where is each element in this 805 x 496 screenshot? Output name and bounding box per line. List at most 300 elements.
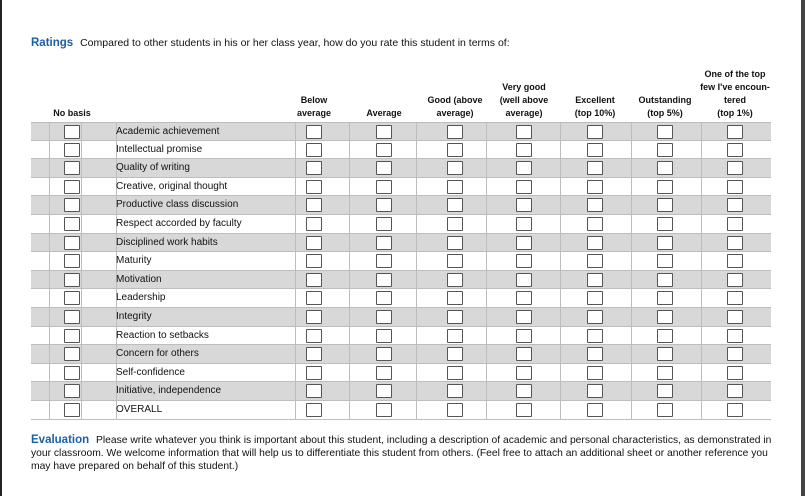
rating-checkbox-col-5[interactable]	[587, 198, 603, 212]
rating-checkbox-col-5[interactable]	[587, 217, 603, 231]
rating-criterion-label: Creative, original thought	[116, 180, 228, 192]
grid-line	[349, 252, 350, 270]
grid-line	[701, 252, 702, 270]
grid-line	[81, 141, 82, 159]
grid-line	[416, 271, 417, 289]
grid-line	[49, 401, 50, 419]
rating-checkbox-col-3[interactable]	[447, 366, 463, 380]
grid-line	[81, 215, 82, 233]
grid-line	[295, 327, 296, 345]
rating-checkbox-col-7[interactable]	[727, 310, 743, 324]
grid-line	[631, 382, 632, 400]
rating-checkbox-col-6[interactable]	[657, 310, 673, 324]
rating-checkbox-col-5[interactable]	[587, 310, 603, 324]
rating-row	[31, 159, 771, 178]
grid-line	[560, 382, 561, 400]
rating-checkbox-col-1[interactable]	[306, 329, 322, 343]
grid-line	[631, 178, 632, 196]
rating-checkbox-col-4[interactable]	[516, 403, 532, 417]
rating-checkbox-col-6[interactable]	[657, 384, 673, 398]
rating-checkbox-col-6[interactable]	[657, 254, 673, 268]
grid-line	[295, 252, 296, 270]
grid-line	[49, 271, 50, 289]
grid-line	[560, 252, 561, 270]
rating-checkbox-col-5[interactable]	[587, 161, 603, 175]
rating-checkbox-col-2[interactable]	[376, 384, 392, 398]
column-header-0	[27, 107, 117, 120]
rating-checkbox-col-4[interactable]	[516, 125, 532, 139]
grid-line	[486, 364, 487, 382]
rating-checkbox-col-6[interactable]	[657, 143, 673, 157]
grid-line	[631, 345, 632, 363]
grid-line	[416, 159, 417, 177]
column-header-line: (top 10%)	[574, 108, 616, 118]
grid-line	[81, 345, 82, 363]
grid-line	[416, 141, 417, 159]
rating-checkbox-col-2[interactable]	[376, 329, 392, 343]
rating-checkbox-col-7[interactable]	[727, 125, 743, 139]
grid-line	[416, 364, 417, 382]
column-header-line: Outstanding	[638, 95, 692, 105]
rating-checkbox-col-2[interactable]	[376, 273, 392, 287]
rating-checkbox-col-5[interactable]	[587, 143, 603, 157]
grid-line	[81, 289, 82, 307]
rating-checkbox-col-4[interactable]	[516, 310, 532, 324]
grid-line	[701, 178, 702, 196]
rating-checkbox-col-1[interactable]	[306, 125, 322, 139]
rating-checkbox-col-5[interactable]	[587, 254, 603, 268]
rating-row	[31, 234, 771, 253]
grid-line	[295, 159, 296, 177]
rating-checkbox-col-6[interactable]	[657, 198, 673, 212]
rating-checkbox-col-6[interactable]	[657, 291, 673, 305]
grid-line	[349, 196, 350, 214]
grid-line	[560, 308, 561, 326]
column-header-line: Good (above	[427, 95, 483, 105]
rating-checkbox-col-1[interactable]	[306, 143, 322, 157]
grid-line	[349, 178, 350, 196]
rating-row	[31, 122, 771, 141]
column-header-line: One of the top	[704, 69, 766, 79]
grid-line	[49, 327, 50, 345]
grid-line	[631, 364, 632, 382]
rating-checkbox-col-6[interactable]	[657, 329, 673, 343]
rating-criterion-label: Disciplined work habits	[116, 236, 218, 248]
column-header-7	[690, 68, 780, 120]
column-header-line: few I've encoun-	[700, 82, 770, 92]
evaluation-section	[31, 434, 776, 473]
rating-checkbox-col-1[interactable]	[306, 366, 322, 380]
rating-checkbox-col-2[interactable]	[376, 254, 392, 268]
rating-checkbox-col-4[interactable]	[516, 329, 532, 343]
rating-criterion-label: Productive class discussion	[116, 199, 239, 211]
rating-checkbox-col-4[interactable]	[516, 273, 532, 287]
rating-checkbox-col-0[interactable]	[64, 217, 80, 231]
rating-checkbox-col-6[interactable]	[657, 403, 673, 417]
rating-checkbox-col-6[interactable]	[657, 161, 673, 175]
rating-checkbox-col-7[interactable]	[727, 366, 743, 380]
grid-line	[631, 308, 632, 326]
rating-checkbox-col-0[interactable]	[64, 347, 80, 361]
column-header-line: average)	[505, 108, 543, 118]
column-header-line: average)	[436, 108, 474, 118]
grid-line	[560, 123, 561, 140]
grid-line	[349, 364, 350, 382]
rating-checkbox-col-1[interactable]	[306, 180, 322, 194]
grid-line	[560, 159, 561, 177]
rating-criterion-label: Reaction to setbacks	[116, 329, 209, 341]
rating-checkbox-col-5[interactable]	[587, 180, 603, 194]
grid-line	[486, 308, 487, 326]
rating-checkbox-col-7[interactable]	[727, 329, 743, 343]
rating-checkbox-col-2[interactable]	[376, 403, 392, 417]
rating-criterion-label: Respect accorded by faculty	[116, 217, 242, 229]
rating-checkbox-col-3[interactable]	[447, 384, 463, 398]
grid-line	[416, 178, 417, 196]
grid-line	[349, 159, 350, 177]
rating-checkbox-col-1[interactable]	[306, 347, 322, 361]
grid-line	[560, 215, 561, 233]
grid-line	[701, 271, 702, 289]
grid-line	[701, 308, 702, 326]
ratings-prompt: Compared to other students in his or her class year, how do you rate this student in terms of:	[80, 37, 510, 49]
rating-checkbox-col-6[interactable]	[657, 236, 673, 250]
rating-checkbox-col-2[interactable]	[376, 217, 392, 231]
rating-checkbox-col-5[interactable]	[587, 329, 603, 343]
rating-checkbox-col-3[interactable]	[447, 403, 463, 417]
grid-line	[631, 196, 632, 214]
rating-checkbox-col-2[interactable]	[376, 347, 392, 361]
grid-line	[49, 196, 50, 214]
rating-checkbox-col-5[interactable]	[587, 291, 603, 305]
rating-checkbox-col-1[interactable]	[306, 198, 322, 212]
rating-checkbox-col-3[interactable]	[447, 198, 463, 212]
column-header-line: average	[296, 108, 332, 118]
grid-line	[49, 234, 50, 252]
rating-checkbox-col-1[interactable]	[306, 254, 322, 268]
column-header-line: No basis	[53, 108, 91, 118]
grid-line	[486, 345, 487, 363]
rating-checkbox-col-5[interactable]	[587, 366, 603, 380]
grid-line	[349, 289, 350, 307]
rating-criterion-label: Academic achievement	[116, 126, 220, 137]
grid-line	[486, 234, 487, 252]
grid-line	[631, 141, 632, 159]
grid-line	[81, 271, 82, 289]
grid-line	[49, 364, 50, 382]
ratings-table	[31, 122, 771, 420]
grid-line	[560, 327, 561, 345]
grid-line	[349, 271, 350, 289]
rating-checkbox-col-4[interactable]	[516, 384, 532, 398]
grid-line	[416, 345, 417, 363]
grid-line	[81, 382, 82, 400]
rating-checkbox-col-0[interactable]	[64, 143, 80, 157]
grid-line	[631, 327, 632, 345]
rating-checkbox-col-7[interactable]	[727, 198, 743, 212]
rating-checkbox-col-4[interactable]	[516, 347, 532, 361]
grid-line	[701, 401, 702, 419]
grid-line	[631, 215, 632, 233]
grid-line	[349, 382, 350, 400]
grid-line	[486, 327, 487, 345]
rating-checkbox-col-2[interactable]	[376, 125, 392, 139]
grid-line	[81, 252, 82, 270]
rating-checkbox-col-2[interactable]	[376, 198, 392, 212]
rating-checkbox-col-5[interactable]	[587, 403, 603, 417]
rating-checkbox-col-7[interactable]	[727, 347, 743, 361]
column-header-line: Excellent	[575, 95, 615, 105]
grid-line	[81, 308, 82, 326]
grid-line	[349, 327, 350, 345]
rating-checkbox-col-6[interactable]	[657, 217, 673, 231]
grid-line	[295, 308, 296, 326]
rating-checkbox-col-3[interactable]	[447, 347, 463, 361]
rating-checkbox-col-3[interactable]	[447, 236, 463, 250]
rating-checkbox-col-1[interactable]	[306, 161, 322, 175]
rating-checkbox-col-2[interactable]	[376, 180, 392, 194]
rating-criterion-label: Concern for others	[116, 348, 199, 360]
rating-checkbox-col-3[interactable]	[447, 254, 463, 268]
rating-checkbox-col-4[interactable]	[516, 366, 532, 380]
grid-line	[486, 196, 487, 214]
rating-checkbox-col-5[interactable]	[587, 347, 603, 361]
rating-checkbox-col-7[interactable]	[727, 236, 743, 250]
rating-checkbox-col-7[interactable]	[727, 273, 743, 287]
rating-criterion-label: Leadership	[116, 292, 166, 304]
rating-checkbox-col-0[interactable]	[64, 236, 80, 250]
grid-line	[295, 215, 296, 233]
grid-line	[349, 345, 350, 363]
rating-checkbox-col-3[interactable]	[447, 329, 463, 343]
rating-checkbox-col-1[interactable]	[306, 310, 322, 324]
rating-checkbox-col-3[interactable]	[447, 125, 463, 139]
grid-line	[560, 178, 561, 196]
grid-line	[701, 215, 702, 233]
rating-checkbox-col-2[interactable]	[376, 310, 392, 324]
rating-checkbox-col-1[interactable]	[306, 291, 322, 305]
rating-checkbox-col-4[interactable]	[516, 180, 532, 194]
grid-line	[486, 271, 487, 289]
rating-checkbox-col-3[interactable]	[447, 310, 463, 324]
page-frame-left	[0, 0, 2, 496]
rating-checkbox-col-0[interactable]	[64, 273, 80, 287]
rating-checkbox-col-0[interactable]	[64, 198, 80, 212]
rating-checkbox-col-5[interactable]	[587, 273, 603, 287]
grid-line	[416, 123, 417, 140]
rating-checkbox-col-4[interactable]	[516, 161, 532, 175]
rating-checkbox-col-1[interactable]	[306, 403, 322, 417]
grid-line	[631, 252, 632, 270]
rating-checkbox-col-7[interactable]	[727, 217, 743, 231]
rating-checkbox-col-4[interactable]	[516, 143, 532, 157]
rating-checkbox-col-0[interactable]	[64, 403, 80, 417]
grid-line	[486, 401, 487, 419]
rating-checkbox-col-4[interactable]	[516, 198, 532, 212]
grid-line	[701, 364, 702, 382]
rating-checkbox-col-3[interactable]	[447, 180, 463, 194]
rating-checkbox-col-6[interactable]	[657, 125, 673, 139]
rating-checkbox-col-7[interactable]	[727, 161, 743, 175]
grid-line	[295, 196, 296, 214]
rating-checkbox-col-4[interactable]	[516, 217, 532, 231]
grid-line	[295, 178, 296, 196]
grid-line	[560, 364, 561, 382]
rating-checkbox-col-0[interactable]	[64, 291, 80, 305]
evaluation-text: Please write whatever you think is important about this student, including a description of academic and personal characteristics, as demonstrated in your classroom. We welcome information that will help us to differentiate this student from others. (Feel free to attach an additional sheet or another reference you may have prepared on behalf of this student.)	[31, 435, 772, 472]
rating-checkbox-col-3[interactable]	[447, 161, 463, 175]
grid-line	[349, 308, 350, 326]
grid-line	[295, 401, 296, 419]
rating-checkbox-col-3[interactable]	[447, 291, 463, 305]
column-header-line: Average	[366, 108, 402, 118]
rating-checkbox-col-0[interactable]	[64, 310, 80, 324]
rating-checkbox-col-4[interactable]	[516, 236, 532, 250]
rating-checkbox-col-6[interactable]	[657, 180, 673, 194]
grid-line	[349, 215, 350, 233]
rating-row	[31, 178, 771, 197]
rating-checkbox-col-7[interactable]	[727, 291, 743, 305]
rating-checkbox-col-3[interactable]	[447, 217, 463, 231]
rating-row	[31, 141, 771, 160]
rating-row	[31, 289, 771, 308]
grid-line	[349, 141, 350, 159]
grid-line	[701, 289, 702, 307]
rating-checkbox-col-6[interactable]	[657, 366, 673, 380]
grid-line	[49, 308, 50, 326]
rating-checkbox-col-4[interactable]	[516, 291, 532, 305]
rating-checkbox-col-2[interactable]	[376, 236, 392, 250]
rating-row	[31, 382, 771, 401]
rating-checkbox-col-0[interactable]	[64, 125, 80, 139]
rating-checkbox-col-4[interactable]	[516, 254, 532, 268]
grid-line	[486, 178, 487, 196]
grid-line	[295, 123, 296, 140]
rating-checkbox-col-6[interactable]	[657, 273, 673, 287]
rating-checkbox-col-7[interactable]	[727, 384, 743, 398]
grid-line	[560, 401, 561, 419]
grid-line	[49, 159, 50, 177]
rating-checkbox-col-5[interactable]	[587, 236, 603, 250]
grid-line	[560, 196, 561, 214]
rating-row	[31, 308, 771, 327]
grid-line	[416, 401, 417, 419]
rating-checkbox-col-7[interactable]	[727, 403, 743, 417]
column-header-line: Below	[300, 95, 328, 105]
rating-row	[31, 401, 771, 420]
rating-row	[31, 327, 771, 346]
grid-line	[81, 123, 82, 140]
rating-checkbox-col-2[interactable]	[376, 291, 392, 305]
rating-checkbox-col-7[interactable]	[727, 254, 743, 268]
rating-checkbox-col-5[interactable]	[587, 125, 603, 139]
rating-checkbox-col-2[interactable]	[376, 143, 392, 157]
grid-line	[349, 123, 350, 140]
rating-checkbox-col-0[interactable]	[64, 366, 80, 380]
rating-checkbox-col-0[interactable]	[64, 161, 80, 175]
grid-line	[560, 141, 561, 159]
rating-row	[31, 215, 771, 234]
grid-line	[560, 289, 561, 307]
rating-checkbox-col-5[interactable]	[587, 384, 603, 398]
grid-line	[81, 196, 82, 214]
rating-checkbox-col-1[interactable]	[306, 236, 322, 250]
rating-row	[31, 252, 771, 271]
grid-line	[486, 289, 487, 307]
rating-checkbox-col-0[interactable]	[64, 329, 80, 343]
grid-line	[295, 382, 296, 400]
grid-line	[631, 401, 632, 419]
grid-line	[49, 141, 50, 159]
rating-checkbox-col-7[interactable]	[727, 180, 743, 194]
grid-line	[295, 141, 296, 159]
rating-checkbox-col-0[interactable]	[64, 384, 80, 398]
rating-checkbox-col-1[interactable]	[306, 217, 322, 231]
grid-line	[416, 382, 417, 400]
rating-checkbox-col-1[interactable]	[306, 273, 322, 287]
grid-line	[701, 345, 702, 363]
grid-line	[631, 159, 632, 177]
grid-line	[416, 196, 417, 214]
rating-criterion-label: Intellectual promise	[116, 143, 203, 155]
column-header-line: (well above	[499, 95, 549, 105]
grid-line	[701, 123, 702, 140]
rating-checkbox-col-2[interactable]	[376, 366, 392, 380]
rating-checkbox-col-0[interactable]	[64, 180, 80, 194]
grid-line	[81, 234, 82, 252]
rating-criterion-label: OVERALL	[116, 403, 163, 415]
grid-line	[416, 308, 417, 326]
grid-line	[349, 234, 350, 252]
rating-checkbox-col-1[interactable]	[306, 384, 322, 398]
grid-line	[49, 382, 50, 400]
grid-line	[701, 141, 702, 159]
rating-checkbox-col-3[interactable]	[447, 273, 463, 287]
rating-criterion-label: Integrity	[116, 310, 152, 322]
grid-line	[631, 289, 632, 307]
grid-line	[295, 345, 296, 363]
evaluation-title: Evaluation	[31, 434, 90, 446]
grid-line	[560, 234, 561, 252]
grid-line	[81, 364, 82, 382]
grid-line	[49, 345, 50, 363]
grid-line	[49, 252, 50, 270]
rating-checkbox-col-3[interactable]	[447, 143, 463, 157]
ratings-title: Ratings	[31, 37, 74, 49]
grid-line	[701, 159, 702, 177]
rating-row	[31, 364, 771, 383]
grid-line	[416, 234, 417, 252]
rating-checkbox-col-6[interactable]	[657, 347, 673, 361]
column-header-line: tered	[723, 95, 746, 105]
rating-criterion-label: Self-confidence	[116, 366, 185, 378]
grid-line	[416, 252, 417, 270]
grid-line	[416, 215, 417, 233]
grid-line	[631, 271, 632, 289]
rating-checkbox-col-2[interactable]	[376, 161, 392, 175]
column-header-line: (top 1%)	[717, 108, 753, 118]
grid-line	[486, 382, 487, 400]
grid-line	[49, 178, 50, 196]
grid-line	[81, 178, 82, 196]
page-frame-right	[801, 0, 805, 496]
grid-line	[81, 401, 82, 419]
rating-checkbox-col-0[interactable]	[64, 254, 80, 268]
rating-checkbox-col-7[interactable]	[727, 143, 743, 157]
grid-line	[486, 252, 487, 270]
grid-line	[81, 159, 82, 177]
grid-line	[49, 123, 50, 140]
